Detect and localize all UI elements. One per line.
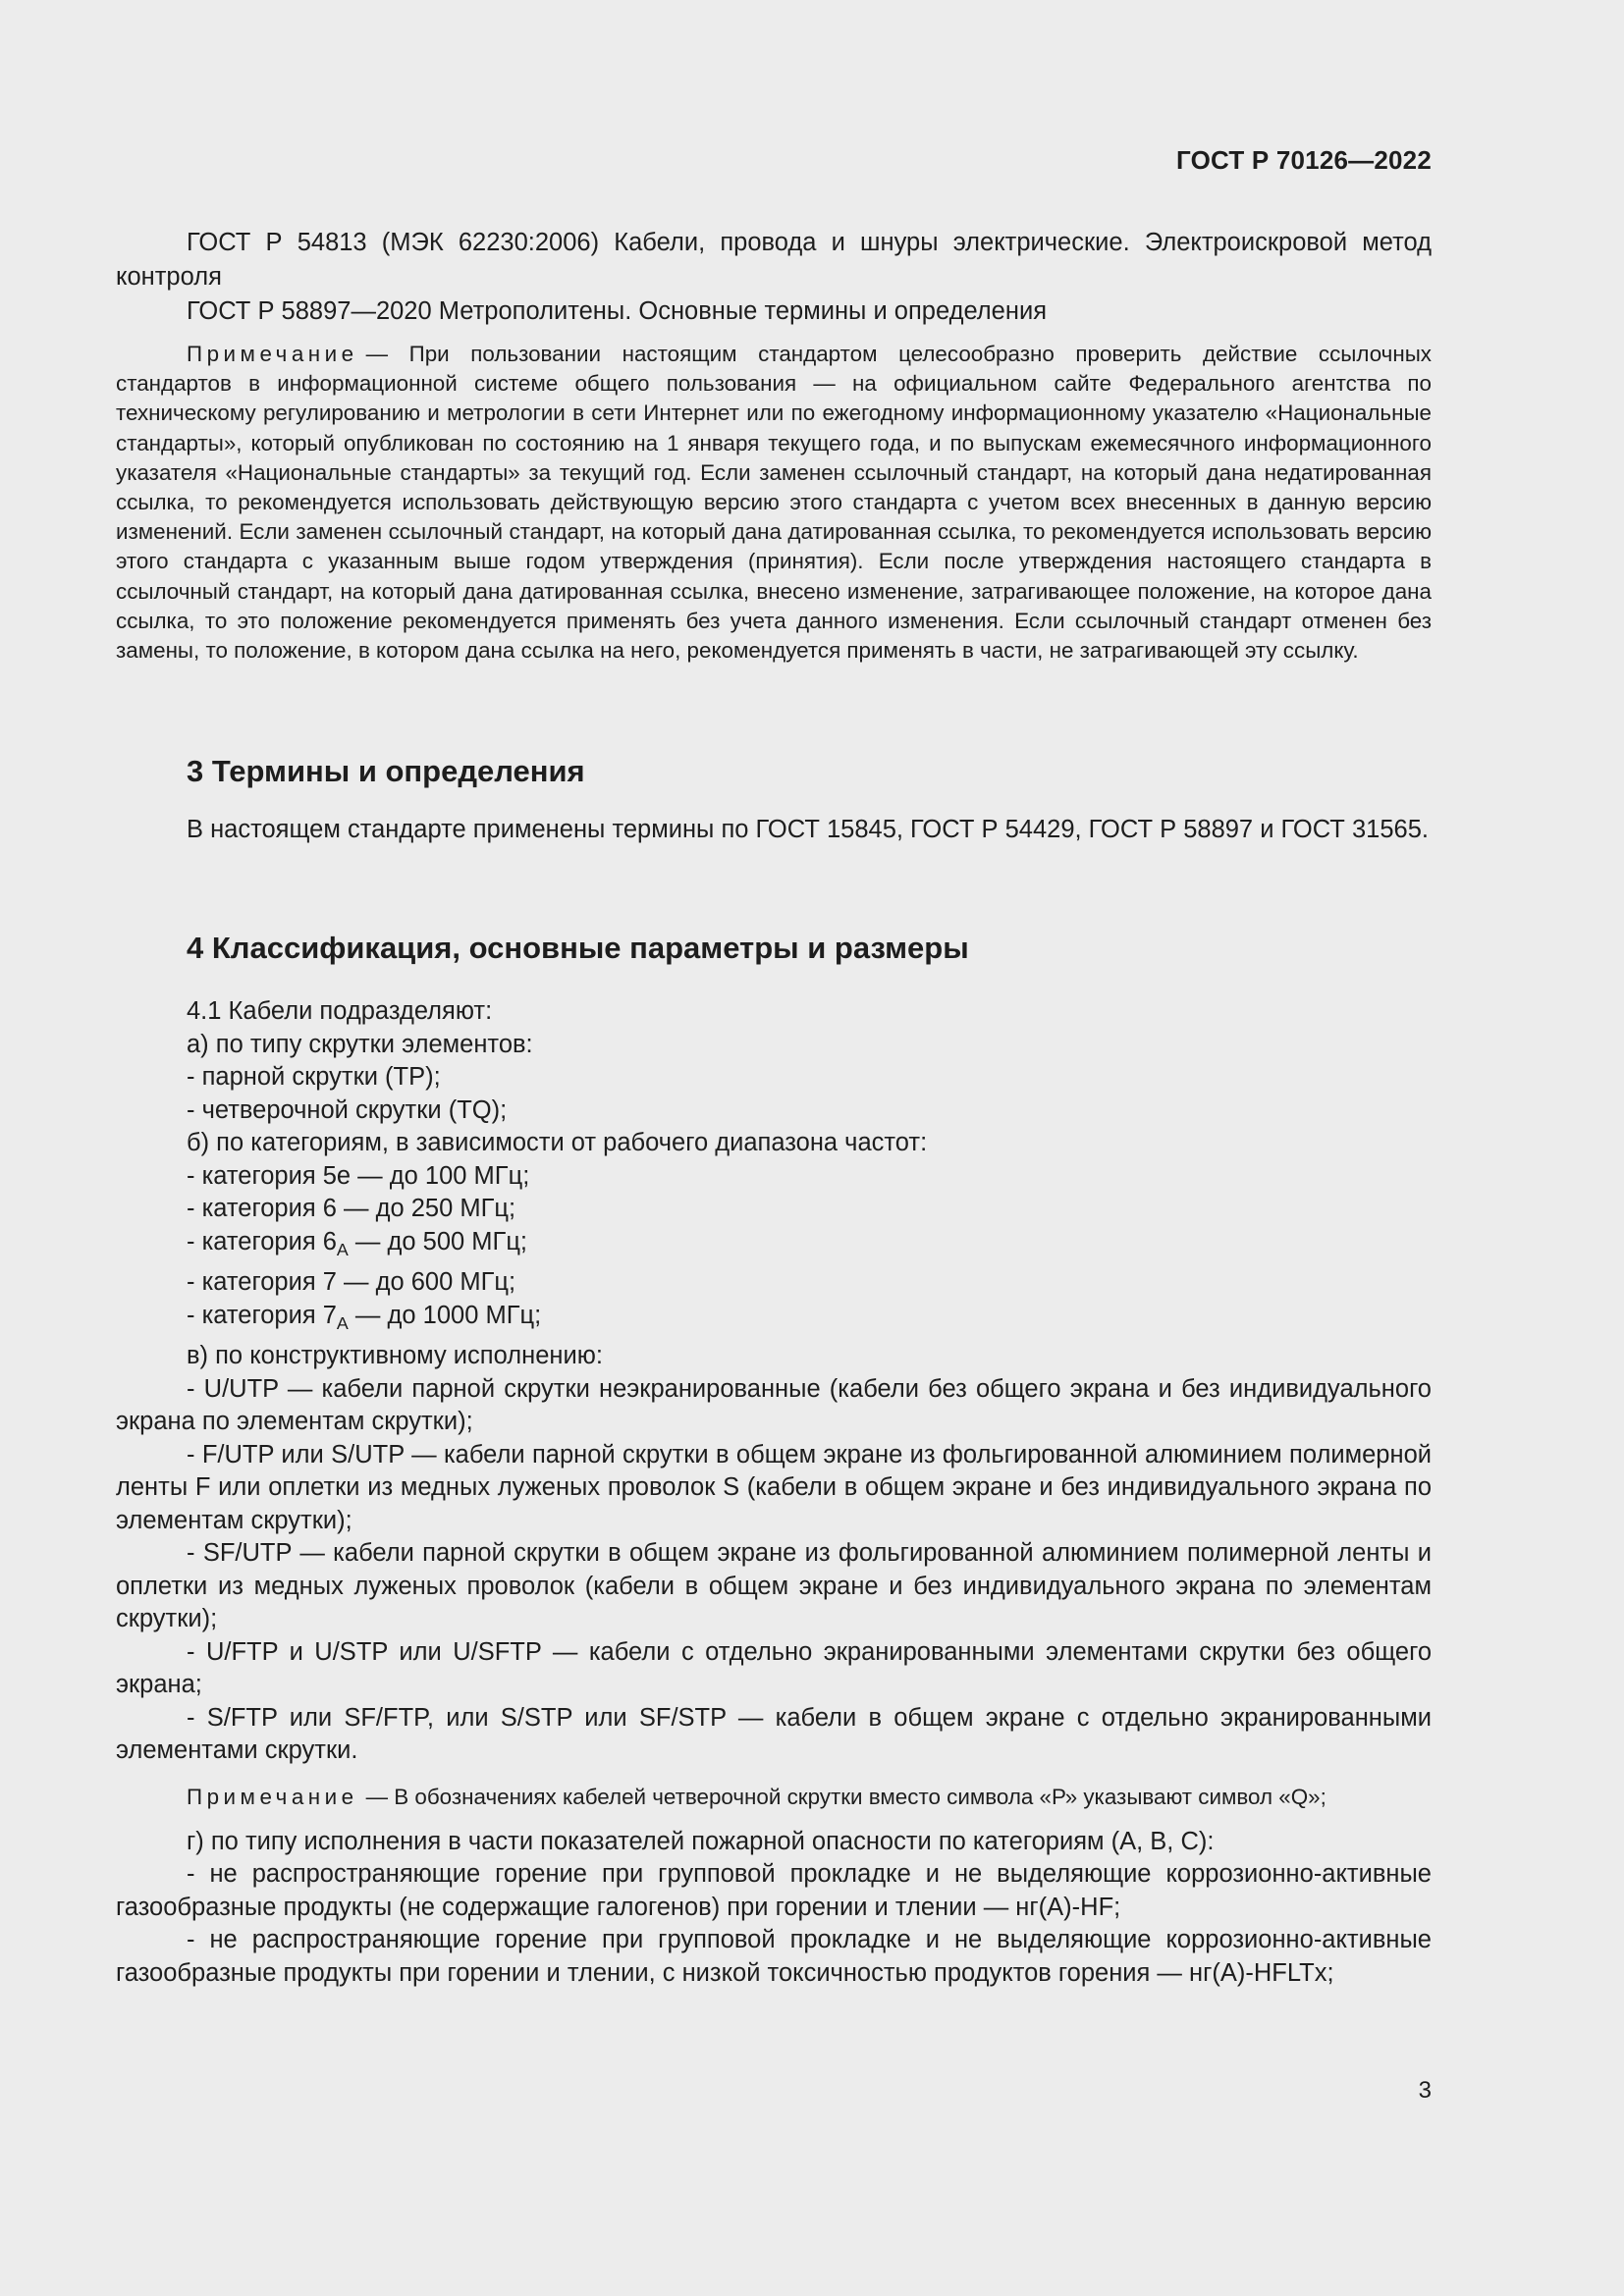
list-item-text: - категория 7: [187, 1301, 337, 1329]
paragraph: - не распространяющие горение при групповой прокладке и не выделяющие коррозионно-активные газообразные продукты (не содержащие галогенов) при горении и тлении — нг(А)-HF;: [116, 1860, 1432, 1921]
note-label: Примечание: [187, 342, 358, 366]
list-item: а) по типу скрутки элементов:: [187, 1030, 533, 1058]
note-paragraph: [116, 340, 1432, 666]
list-item: - категория 7 — до 600 МГц;: [187, 1268, 516, 1297]
normative-references: [116, 226, 1432, 329]
list-item: в) по конструктивному исполнению:: [187, 1342, 603, 1370]
note-paragraph: [116, 1782, 1432, 1812]
paragraph: - не распространяющие горение при групповой прокладке и не выделяющие коррозионно-активные газообразные продукты при горении и тлении, с низкой токсичностью продуктов горения — нг(А)-HFLTx;: [116, 1926, 1432, 1987]
list-item: [116, 1226, 1432, 1267]
paragraph: - U/FTP и U/STP или U/SFTP — кабели с отдельно экранированными элементами скрутки без общего экрана;: [116, 1637, 1432, 1699]
paragraph: г) по типу исполнения в части показателей пожарной опасности по категориям (А, В, С):: [187, 1827, 1215, 1855]
document-code: ГОСТ Р 70126—2022: [1176, 145, 1432, 175]
subscript: А: [336, 1312, 349, 1333]
note-label: Примечание: [187, 1784, 358, 1809]
section-3-text: [116, 813, 1432, 847]
list-item-text: - категория 6: [187, 1227, 337, 1255]
section-3-heading: 3 Термины и определения: [187, 754, 585, 788]
note-text: — В обозначениях кабелей четверочной скрутки вместо символа «Р» указывают символ «Q»;: [365, 1784, 1326, 1809]
list-item-text: — до 500 МГц;: [348, 1227, 528, 1255]
list-item-text: — до 1000 МГц;: [348, 1301, 542, 1329]
reference-item: ГОСТ Р 58897—2020 Метрополитены. Основные термины и определения: [187, 297, 1048, 325]
page-number: 3: [1418, 2077, 1432, 2104]
section-4-body: [116, 995, 1432, 1990]
list-item: - парной скрутки (ТР);: [187, 1063, 441, 1091]
list-item: б) по категориям, в зависимости от рабочего диапазона частот:: [187, 1129, 928, 1156]
list-item: [116, 1300, 1432, 1341]
paragraph: - F/UTP или S/UTP — кабели парной скрутки в общем экране из фольгированной алюминием полимерной ленты F или оплетки из медных луженых проволок S (кабели в общем экране и без индивидуального экрана по элементам скрутки);: [116, 1440, 1432, 1534]
list-item: - категория 6 — до 250 МГц;: [187, 1195, 516, 1222]
reference-item: ГОСТ Р 54813 (МЭК 62230:2006) Кабели, провода и шнуры электрические. Электроискровой метод контроля: [116, 229, 1432, 291]
list-item: 4.1 Кабели подразделяют:: [187, 997, 493, 1025]
list-item: - категория 5е — до 100 МГц;: [187, 1161, 530, 1190]
paragraph: - S/FTP или SF/FTP, или S/STP или SF/STP — кабели в общем экране с отдельно экранированными элементами скрутки.: [116, 1703, 1432, 1765]
paragraph: - SF/UTP — кабели парной скрутки в общем экране из фольгированной алюминием полимерной ленты и оплетки из медных луженых проволок (кабели в общем экране и без индивидуального экрана по элементам скрутки);: [116, 1539, 1432, 1633]
note-text: — При пользовании настоящим стандартом целесообразно проверить действие ссылочных стандартов в информационной системе общего пользования — на официальном сайте Федерального агентства по техническому регулированию и метрологии в сети Интернет или по ежегодному информационному указателю «Национальные стандарты», который опубликован по состоянию на 1 января текущего года, и по выпускам ежемесячного информационного указателя «Национальные стандарты» за текущий год. Если заменен ссылочный стандарт, на который дана недатированная ссылка, то рекомендуется использовать действующую версию этого стандарта с учетом всех внесенных в данную версию изменений. Если заменен ссылочный стандарт, на который дана датированная ссылка, то рекомендуется использовать версию этого стандарта с указанным выше годом утверждения (принятия). Если после утверждения настоящего стандарта в ссылочный стандарт, на который дана датированная ссылка, внесено изменение, затрагивающее положение, на которое дана ссылка, то это положение рекомендуется применять без учета данного изменения. Если ссылочный стандарт отменен без замены, то положение, в котором дана ссылка на него, рекомендуется применять в части, не затрагивающей эту ссылку.: [116, 342, 1432, 664]
subscript: А: [336, 1239, 349, 1259]
paragraph: В настоящем стандарте применены термины по ГОСТ 15845, ГОСТ Р 54429, ГОСТ Р 58897 и ГОСТ 31565.: [187, 816, 1429, 843]
list-item: - четверочной скрутки (TQ);: [187, 1095, 508, 1124]
section-4-heading: 4 Классификация, основные параметры и размеры: [187, 931, 969, 965]
paragraph: - U/UTP — кабели парной скрутки неэкранированные (кабели без общего экрана и без индивидуального экрана по элементам скрутки);: [116, 1374, 1432, 1436]
